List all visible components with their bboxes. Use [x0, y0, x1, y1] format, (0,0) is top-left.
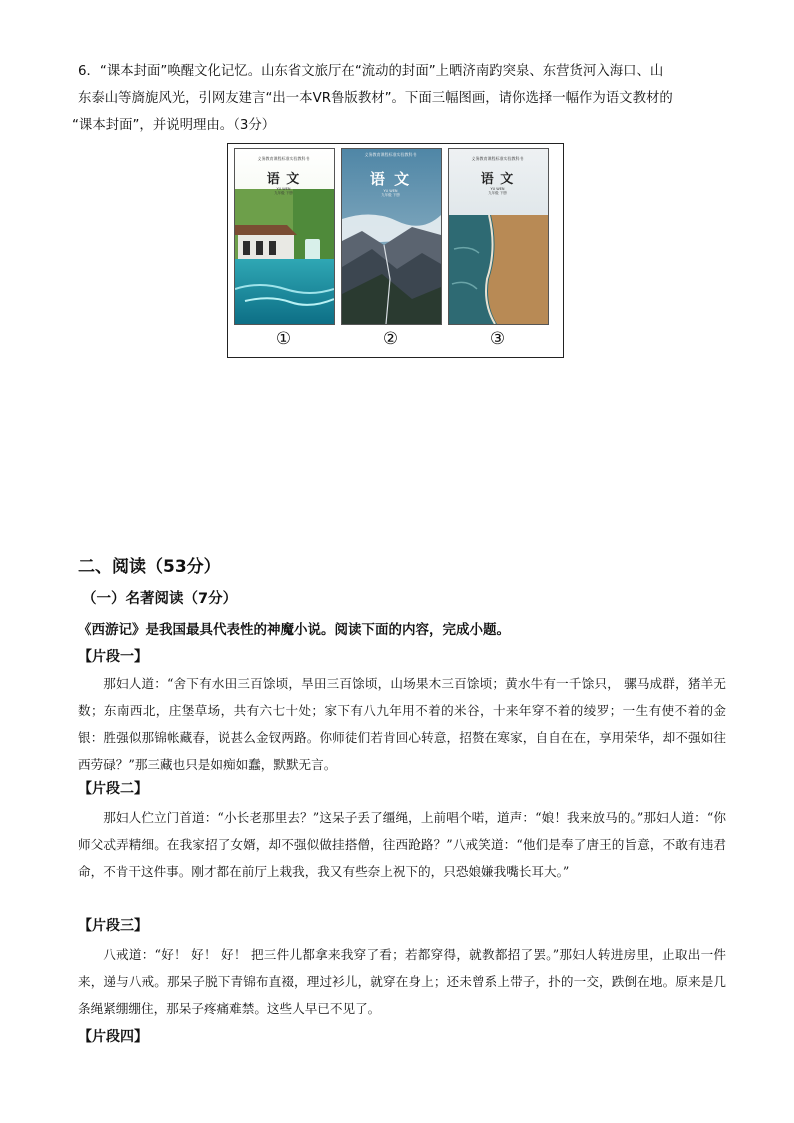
fragment-1-text: 那妇人道：“舍下有水田三百馀顷，旱田三百馀顷，山场果木三百馀顷；黄水牛有一千馀只， 骡马成群，猪羊无数；东南西北，庄堡草场，共有六七十处；家下有八九年用不着的米谷，十来年穿不着的绫罗；一生有使不着的金银：胜强似那锦帐藏春，说甚么金钗两路。你师徒们若肯回心转意，招赘在寒家，自自在在，享用荣华，却不强如往西劳碌？”那三藏也只是如痴如蠢，默默无言。 — [78, 676, 726, 772]
cover-1-title: 语 文 — [266, 172, 301, 187]
section-title: 二、阅读（53分） — [78, 557, 221, 577]
cover-3-pinyin: YU WEN — [490, 187, 505, 191]
question-6-line-1: 6．“课本封面”唤醒文化记忆。山东省文旅厅在“流动的封面”上晒济南趵突泉、东营货河入海口、山 — [78, 64, 664, 79]
section-intro: 《西游记》是我国最具代表性的神魔小说。阅读下面的内容，完成小题。 — [78, 622, 510, 638]
cover-3-text — [448, 156, 547, 196]
cover-3-grade: 九年级 下册 — [488, 191, 507, 195]
cover-2-series: 义务教育课程标准实验教科书 — [364, 152, 417, 157]
subsection-title: （一）名著阅读（7分） — [82, 591, 238, 607]
cover-1-pinyin: YU WEN — [276, 187, 291, 191]
cover-3-series: 义务教育课程标准实验教科书 — [471, 156, 524, 161]
question-6 — [72, 58, 728, 139]
cover-3-number: ③ — [489, 329, 506, 349]
question-6-line-3: “课本封面”，并说明理由。（3分） — [72, 118, 276, 133]
cover-2-text — [341, 152, 440, 198]
cover-1-grade: 九年级 下册 — [274, 191, 293, 195]
cover-3-title: 语 文 — [480, 172, 515, 187]
cover-2-number: ② — [382, 329, 399, 349]
cover-2-title: 语 文 — [369, 170, 412, 188]
fragment-3-text: 八戒道：“好！ 好！ 好！ 把三件儿都拿来我穿了看；若都穿得，就教都招了罢。”那妇人转进房里，止取出一件来，递与八戒。那呆子脱下青锦布直裰，理过衫儿，就穿在身上；还未曾系上带子，扑的一交，跌倒在地。原来是几条绳紧绷绷住，那呆子疼痛难禁。这些人早已不见了。 — [78, 947, 726, 1016]
fragment-2-text: 那妇人伫立门首道：“小长老那里去？”这呆子丢了缰绳，上前唱个喏，道声：“娘！我来放马的。”那妇人道：“你师父忒弄精细。在我家招了女婿，却不强似做挂搭僧，往西跄路？”八戒笑道：“他们是奉了唐王的旨意，不敢有违君命，不肯干这件事。刚才都在前厅上栽我，我又有些奈上祝下的，只恐娘嫌我嘴长耳大。” — [78, 810, 726, 879]
cover-2-grade: 九年级 下册 — [381, 193, 400, 197]
fragment-4-label: 【片段四】 — [78, 1029, 148, 1045]
cover-1-text — [234, 156, 333, 196]
fragment-2-label: 【片段二】 — [78, 781, 148, 797]
cover-2-pinyin: YU WEN — [383, 189, 398, 193]
fragment-3-label: 【片段三】 — [78, 918, 148, 934]
fragment-1-label: 【片段一】 — [78, 649, 148, 665]
cover-1-number: ① — [275, 329, 292, 349]
question-6-line-2: 东泰山等旖旎风光，引网友建言“出一本VR鲁版教材”。下面三幅图画，请你选择一幅作为语文教材的 — [78, 91, 673, 106]
cover-options-figure — [227, 143, 564, 358]
cover-1-series: 义务教育课程标准实验教科书 — [257, 156, 310, 161]
